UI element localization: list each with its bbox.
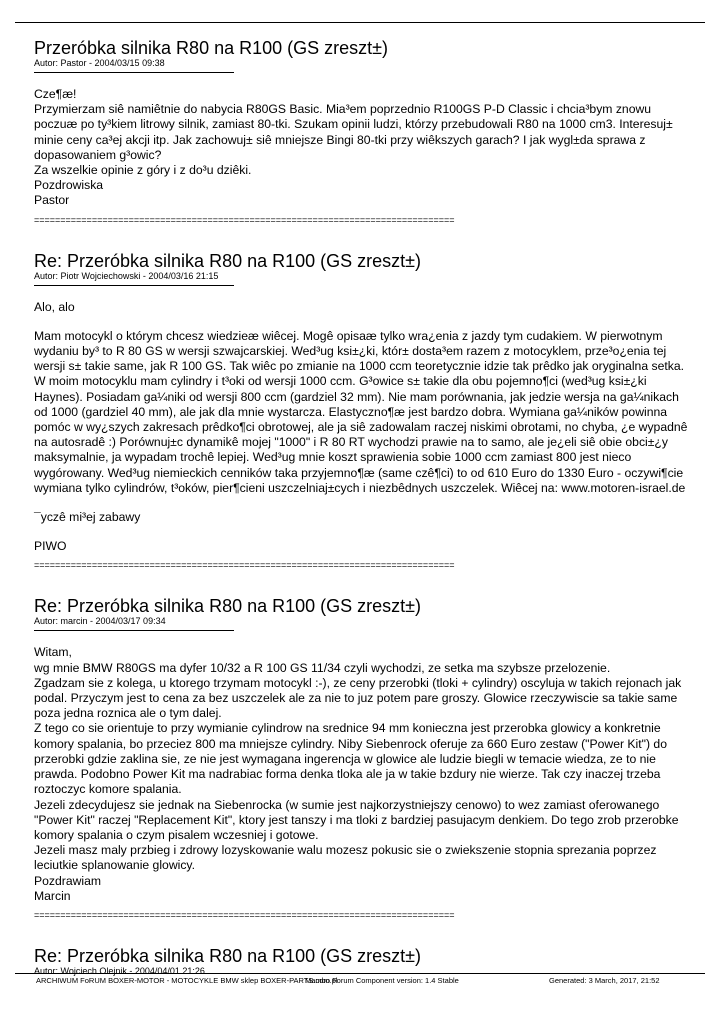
- footer-rule: [15, 973, 705, 974]
- meta-divider: [34, 630, 234, 631]
- post-paragraph: Alo, alo: [34, 299, 75, 314]
- post-body: [34, 300, 694, 555]
- post-paragraph: Cze¶æ!: [34, 87, 77, 101]
- post-paragraph: Pozdrawiam: [34, 873, 102, 888]
- post-paragraph: Witam,: [34, 645, 72, 660]
- post-author-meta: Autor: Wojciech Olejnik - 2004/04/01 21:26: [34, 965, 205, 976]
- forum-thread: [34, 38, 694, 977]
- post-paragraph: wg mnie BMW R80GS ma dyfer 10/32 a R 100 GS 11/34 czyli wychodzi, ze setka ma szybsze przelozenie.: [34, 660, 611, 675]
- footer-archive-title: ARCHIWUM FoRUM BOXER-MOTOR - MOTOCYKLE BMW sklep BOXER-PARTS.com.pl: [36, 976, 338, 985]
- post-title: Re: Przeróbka silnika R80 na R100 (GS zreszt±): [34, 596, 422, 617]
- post-author-meta: Autor: marcin - 2004/03/17 09:34: [34, 616, 166, 627]
- post-separator: ================================================================================: [34, 909, 455, 920]
- post-separator: ================================================================================: [34, 560, 455, 571]
- post-paragraph: Marcin: [34, 888, 71, 903]
- post-body: [34, 645, 694, 903]
- post-body: [34, 87, 694, 209]
- post-paragraph: Pozdrowiska: [34, 178, 104, 193]
- post-author-meta: Autor: Piotr Wojciechowski - 2004/03/16 21:15: [34, 270, 219, 281]
- forum-post: [34, 596, 694, 919]
- post-paragraph: Za wszelkie opinie z góry i z do³u dziêki.: [34, 163, 252, 178]
- footer-component-version: Mambo Forum Component version: 1.4 Stable: [305, 976, 459, 985]
- forum-post: [34, 251, 694, 571]
- meta-divider: [34, 285, 234, 286]
- meta-divider: [34, 72, 234, 73]
- forum-post: [34, 38, 694, 225]
- footer-generated-date: Generated: 3 March, 2017, 21:52: [549, 976, 660, 985]
- post-paragraph: Z tego co sie orientuje to przy wymianie cylindrow na srednice 94 mm konieczna jest przerobka glowicy a konkretnie komory spalania, bo przeciez 800 ma mniejsze cylindry. Niby Siebenrock oferuje za 660 Euro zestaw ("Power Kit") do przerobki gdzie zaklina sie, ze nie jest wymagana ingerencja w glowice ale ludzie biegli w temacie wiedza, ze to nie prawda. Podobno Power Kit ma nadrabiac forma denka tloka ale ja w takie bzdury nie wierze. Tak czy inaczej trzeba roztoczyc komore spalania.: [34, 721, 667, 797]
- post-paragraph: Zgadzam sie z kolega, u ktorego trzymam motocykl :-), ze ceny przerobki (tloki + cylindry) oscyluja w takich rejonach jak podal. Przyczym jest to cena za bez uszczelek ale za nie to juz potem pare groszy. Glowice rzeczywiscie sa takie same poza jedna roznica ale o tym dalej.: [34, 675, 682, 721]
- post-paragraph: PIWO: [34, 539, 67, 554]
- post-author-meta: Autor: Pastor - 2004/03/15 09:38: [34, 58, 165, 68]
- post-separator: ================================================================================: [34, 214, 455, 225]
- post-title: Re: Przeróbka silnika R80 na R100 (GS zreszt±): [34, 945, 422, 966]
- post-paragraph: Przymierzam siê namiêtnie do nabycia R80GS Basic. Mia³em poprzednio R100GS P-D Classic i chcia³bym znowu poczuæ po ty³kiem litrowy silnik, zamiast 80-tki. Szukam opinii ludzi, którzy przebudowali R80 na 1000 cm3. Interesuj± minie ceny ca³ej akcji itp. Jak zachowuj± siê mniejsze Bingi 80-tki przy wiêkszych garach? I jak wygl±da sprawa z dopasowaniem g³owic?: [34, 102, 673, 162]
- post-paragraph: Mam motocykl o którym chcesz wiedzieæ wiêcej. Mogê opisaæ tylko wra¿enia z jazdy tym cudakiem. W pierwotnym wydaniu by³ to R 80 GS w wersji szwajcarskiej. Wed³ug ksi±¿ki, któr± dosta³em razem z motocyklem, prze³o¿enia tej wersji s± takie same, jak R 100 GS. Tak wiêc po zmianie na 1000 ccm teoretycznie idzie tak prêdko jak oryginalna setka. W moim motocyklu mam cylindry i t³oki od wersji 1000 ccm. G³owice s± takie dla obu pojemno¶ci (wed³ug ksi±¿ki Haynes). Posiadam ga¼niki od wersji 800 ccm (gardziel 32 mm). Nie mam porównania, jak jedzie wersja na ga¼nikach od 1000 (gardziel 40 mm), ale jak dla mnie wystarcza. Elastyczno¶æ jest bardzo dobra. Wymiana ga¼ników powinna pomóc w wy¿szych zakresach prêdko¶ci obrotowej, ale ja siê zadowalam raczej niskimi obrotami, no chyba, ¿e wypadnê na autosradê :) Porównuj±c dynamikê mojej "1000" i R 80 RT wychodzi prawie na to samo, ale je¿eli siê obie obci±¿y maksymalnie, ja wypadam trochê lepiej. Wed³ug mnie koszt sprawienia sobie 1000 ccm zamiast 800 jest nieco wygórowany. Wed³ug niemieckich cenników taka przyjemno¶æ (same czê¶ci) to od 610 Euro do 1330 Euro - oczywi¶cie wymiana tylko cylindrów, t³oków, pier¶cieni uszczelniaj±cych i niezbêdnych uszczelek. Wiêcej na: www.motoren-israel.de: [34, 328, 688, 495]
- post-paragraph: ¯yczê mi³ej zabawy: [34, 510, 141, 525]
- post-paragraph: Jezeli masz maly przbieg i zdrowy lozyskowanie walu mozesz pokusic sie o zwiekszenie stopnia sprezania poprzez leciutkie splanowanie glowicy.: [34, 843, 657, 873]
- post-title: Przeróbka silnika R80 na R100 (GS zreszt±): [34, 38, 389, 58]
- post-paragraph: Pastor: [34, 193, 70, 208]
- top-rule: [15, 22, 705, 23]
- post-paragraph: Jezeli zdecydujesz sie jednak na Siebenrocka (w sumie jest najkorzystniejszy cenowo) to wez zamiast oferowanego "Power Kit" raczej "Replacement Kit", ktory jest tanszy i ma tloki z bardziej pasujacym denkiem. Do tego zrob przerobke komory spalania o czym pisalem wczesniej i gotowe.: [34, 797, 679, 842]
- post-title: Re: Przeróbka silnika R80 na R100 (GS zreszt±): [34, 250, 422, 271]
